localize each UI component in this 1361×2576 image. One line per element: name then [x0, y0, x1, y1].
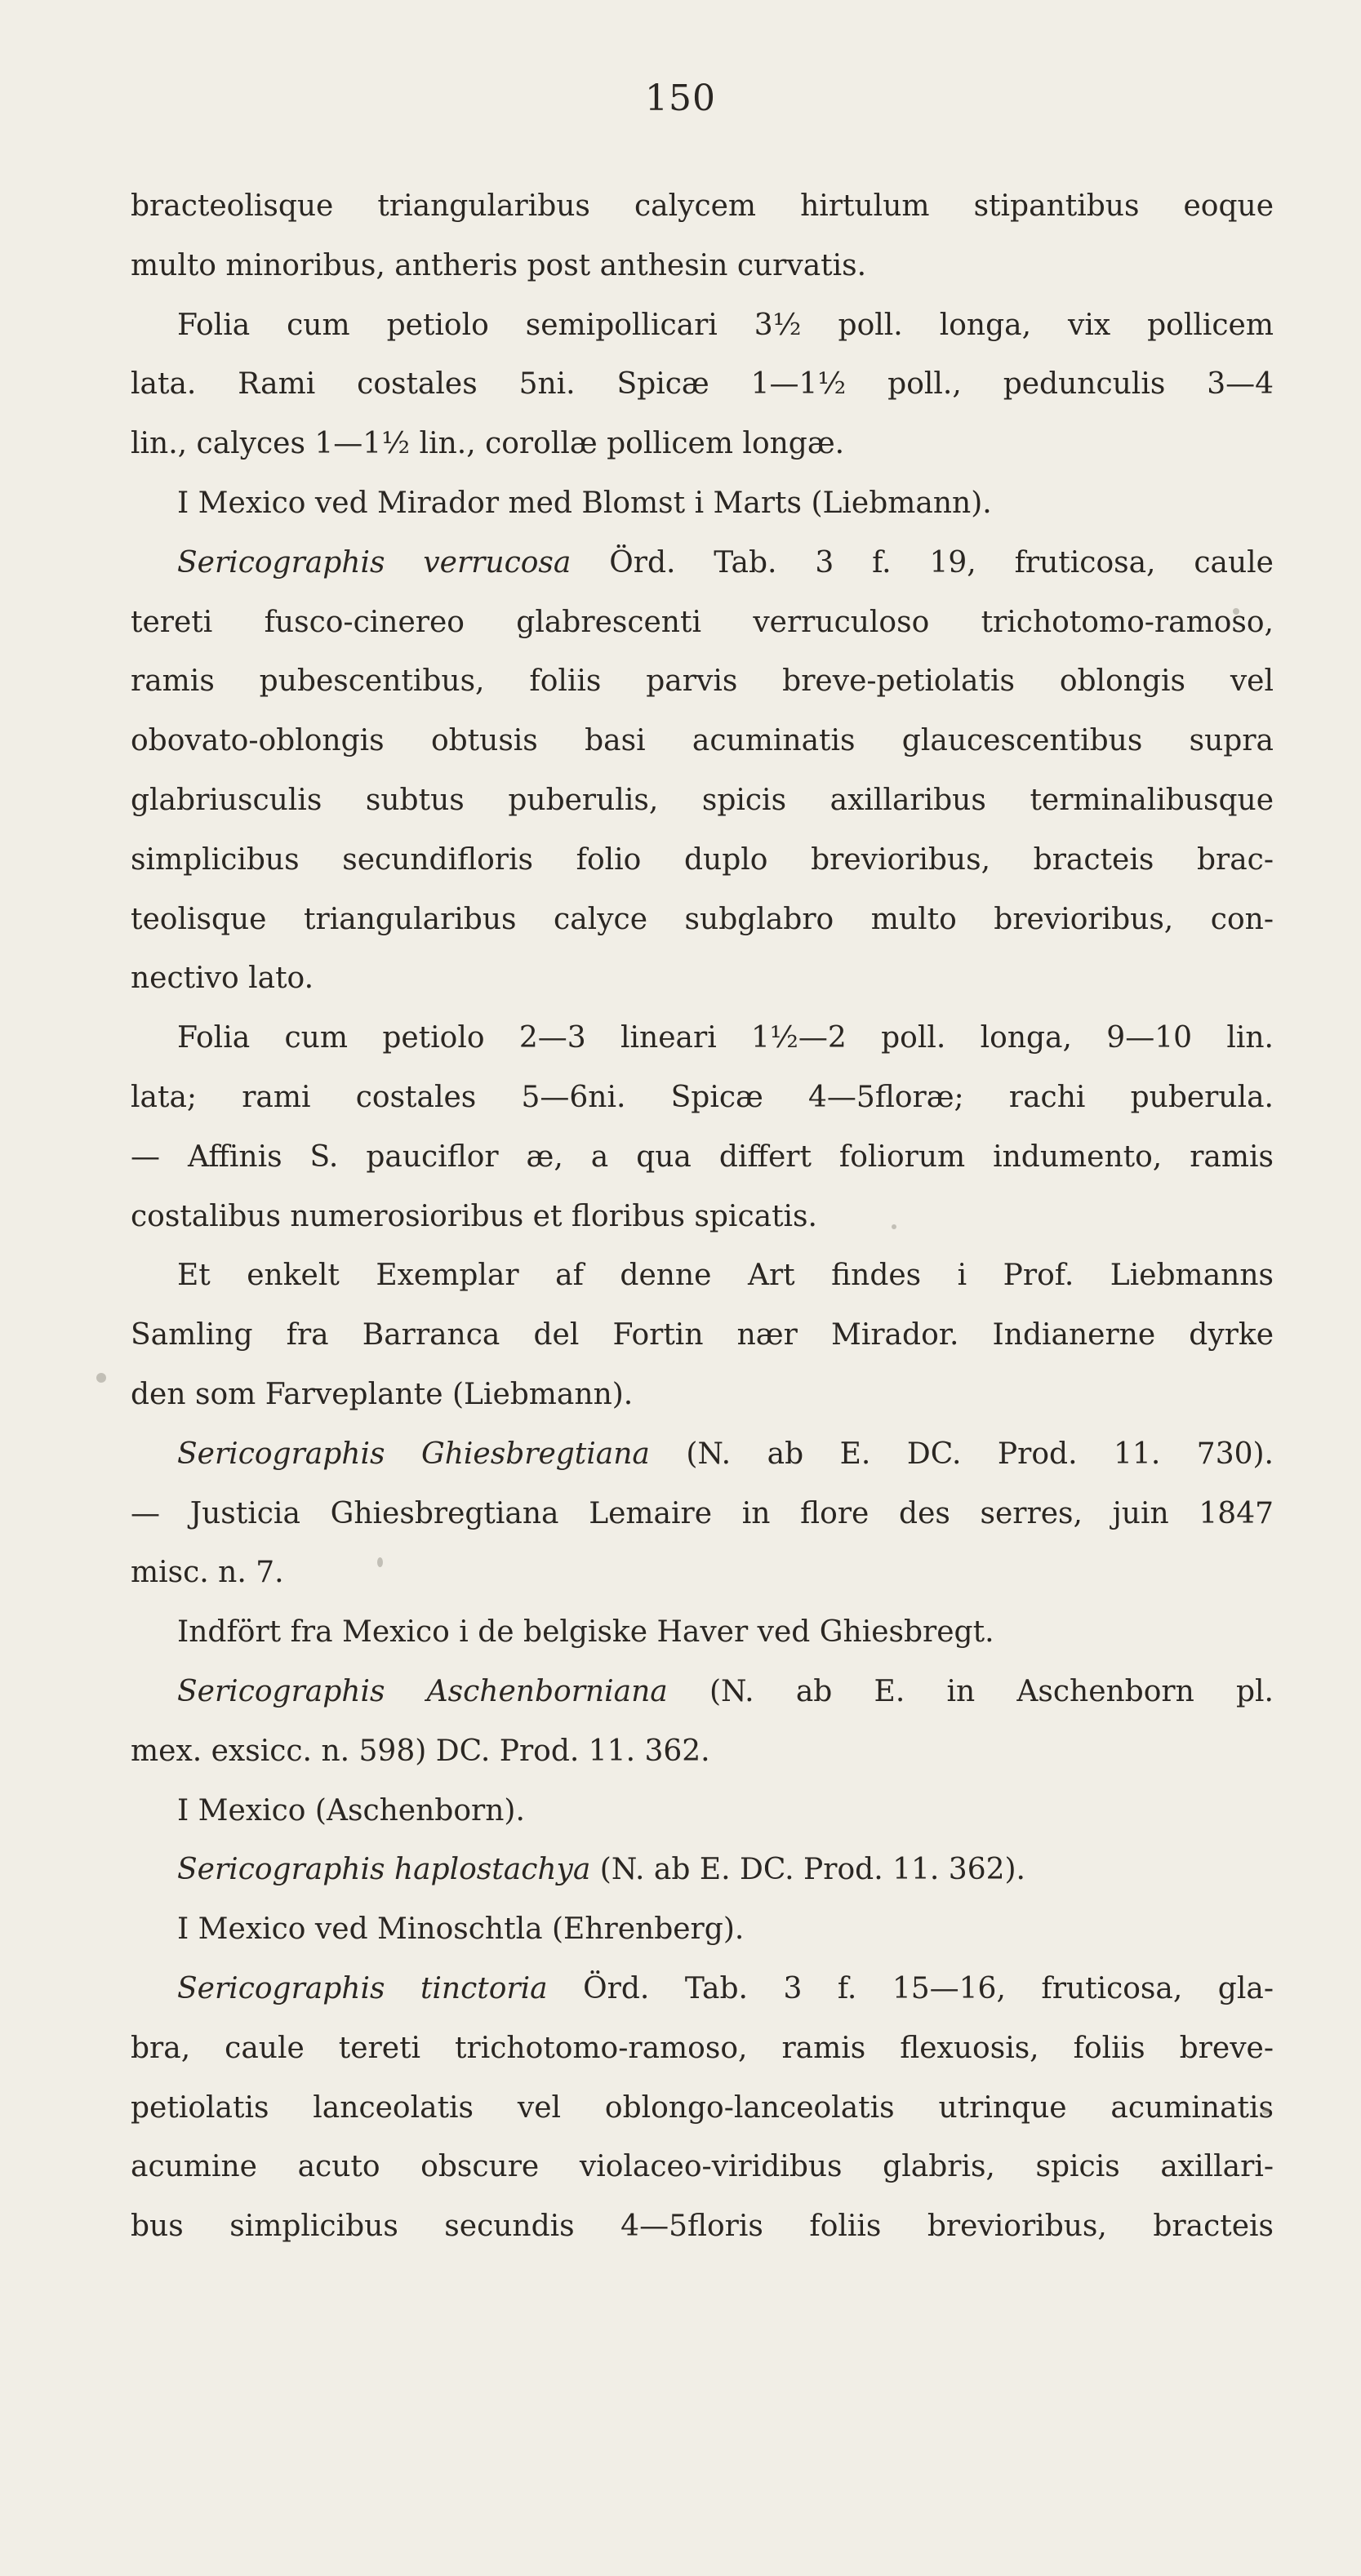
ink-speck	[1233, 608, 1239, 615]
text-line	[177, 1018, 1274, 1059]
text-line	[131, 602, 1274, 643]
text-line	[177, 483, 1274, 524]
line-text: Örd. Tab. 3 f. 19, fruticosa, caule	[609, 545, 1274, 580]
line-text: Samling fra Barranca del Fortin nær Mirador. Indianerne dyrke	[131, 1318, 1274, 1352]
text-line	[131, 186, 1274, 227]
text-line	[131, 1137, 1274, 1178]
line-text: lata. Rami costales 5ni. Spicæ 1—1½ poll., pedunculis 3—4	[131, 367, 1274, 402]
text-line	[131, 840, 1274, 881]
line-text: Folia cum petiolo semipollicari 3½ poll. longa, vix pollicem	[177, 308, 1274, 342]
line-text: teolisque triangularibus calyce subglabro multo brevioribus, con-	[131, 902, 1274, 936]
text-line	[131, 2206, 1274, 2247]
line-text: tereti fusco-cinereo glabrescenti verruculoso trichotomo-ramoso,	[131, 605, 1274, 639]
text-line	[177, 1850, 1274, 1890]
line-text: I Mexico ved Minoschtla (Ehrenberg).	[177, 1912, 745, 1947]
line-text: (N. ab E. DC. Prod. 11. 362).	[599, 1853, 1025, 1887]
text-line	[131, 1077, 1274, 1118]
ink-speck	[377, 1557, 383, 1567]
text-line	[131, 1552, 1274, 1593]
line-text: nectivo lato.	[131, 962, 314, 996]
text-line	[177, 1255, 1274, 1296]
species-name: Sericographis tinctoria	[177, 1972, 548, 2005]
text-line	[131, 1375, 1274, 1415]
species-name: Sericographis haplostachya	[177, 1853, 591, 1887]
line-text: multo minoribus, antheris post anthesin curvatis.	[131, 248, 867, 282]
line-text: — Justicia Ghiesbregtiana Lemaire in flore des serres, juin 1847	[131, 1496, 1274, 1530]
line-text: glabriusculis subtus puberulis, spicis axillaribus terminalibusque	[131, 784, 1274, 817]
line-text: den som Farveplante (Liebmann).	[131, 1378, 634, 1411]
line-text: (N. ab E. DC. Prod. 11. 730).	[686, 1437, 1274, 1471]
line-text: lin., calyces 1—1½ lin., corollæ pollicem longæ.	[131, 427, 845, 461]
species-name: Sericographis Ghiesbregtiana	[177, 1437, 650, 1471]
line-text: bra, caule tereti trichotomo-ramoso, ramis flexuosis, foliis breve-	[131, 2031, 1274, 2065]
text-line	[177, 1612, 1274, 1653]
text-line	[131, 1197, 1274, 1237]
text-line	[131, 661, 1274, 702]
text-line	[131, 780, 1274, 821]
line-text: mex. exsicc. n. 598) DC. Prod. 11. 362.	[131, 1734, 710, 1768]
text-line	[131, 2147, 1274, 2187]
line-text: Et enkelt Exemplar af denne Art findes i Prof. Liebmanns	[177, 1259, 1274, 1293]
text-line	[177, 543, 1274, 584]
text-line	[177, 1969, 1274, 2010]
line-text: simplicibus secundifloris folio duplo brevioribus, bracteis brac-	[131, 842, 1274, 877]
text-line	[177, 1434, 1274, 1475]
line-text: obovato-oblongis obtusis basi acuminatis glaucescentibus supra	[131, 724, 1274, 758]
text-line	[131, 1494, 1274, 1534]
text-line	[131, 721, 1274, 762]
line-text: misc. n. 7.	[131, 1556, 284, 1590]
text-line	[131, 2028, 1274, 2069]
text-line	[177, 1672, 1274, 1712]
text-line	[131, 958, 1274, 999]
line-text: I Mexico ved Mirador med Blomst i Marts (Liebmann).	[177, 486, 992, 520]
ink-speck	[1262, 2107, 1270, 2115]
text-line	[131, 899, 1274, 940]
line-text: I Mexico (Aschenborn).	[177, 1793, 525, 1828]
line-text: bracteolisque triangularibus calycem hirtulum stipantibus eoque	[131, 189, 1274, 223]
line-text: bus simplicibus secundis 4—5floris foliis brevioribus, bracteis	[131, 2210, 1274, 2244]
line-text: Örd. Tab. 3 f. 15—16, fruticosa, gla-	[583, 1972, 1274, 2005]
text-line	[131, 2088, 1274, 2129]
text-line	[131, 424, 1274, 464]
text-line	[177, 1791, 1274, 1832]
text-line	[131, 364, 1274, 405]
line-text: acumine acuto obscure violaceo-viridibus glabris, spicis axillari-	[131, 2150, 1274, 2184]
text-line	[177, 305, 1274, 346]
line-text: lata; rami costales 5—6ni. Spicæ 4—5floræ; rachi puberula.	[131, 1081, 1274, 1114]
line-text: (N. ab E. in Aschenborn pl.	[709, 1675, 1274, 1708]
line-text: Folia cum petiolo 2—3 lineari 1½—2 poll. longa, 9—10 lin.	[177, 1021, 1274, 1055]
ink-speck	[96, 1373, 106, 1383]
line-text: ramis pubescentibus, foliis parvis breve-petiolatis oblongis vel	[131, 664, 1274, 699]
line-text: — Affinis S. pauciflor æ, a qua differt foliorum indumento, ramis	[131, 1139, 1274, 1174]
ink-speck	[892, 1224, 896, 1229]
text-line	[177, 1909, 1274, 1950]
species-name: Sericographis verrucosa	[177, 545, 572, 580]
text-line	[131, 1315, 1274, 1356]
line-text: costalibus numerosioribus et floribus spicatis.	[131, 1199, 817, 1233]
line-text: petiolatis lanceolatis vel oblongo-lanceolatis utrinque acuminatis	[131, 2090, 1274, 2125]
text-line	[131, 1731, 1274, 1772]
species-name: Sericographis Aschenborniana	[177, 1675, 668, 1708]
page-number: 150	[645, 78, 716, 119]
line-text: Indfört fra Mexico i de belgiske Haver ved Ghiesbregt.	[177, 1615, 994, 1650]
text-line	[131, 246, 1274, 286]
